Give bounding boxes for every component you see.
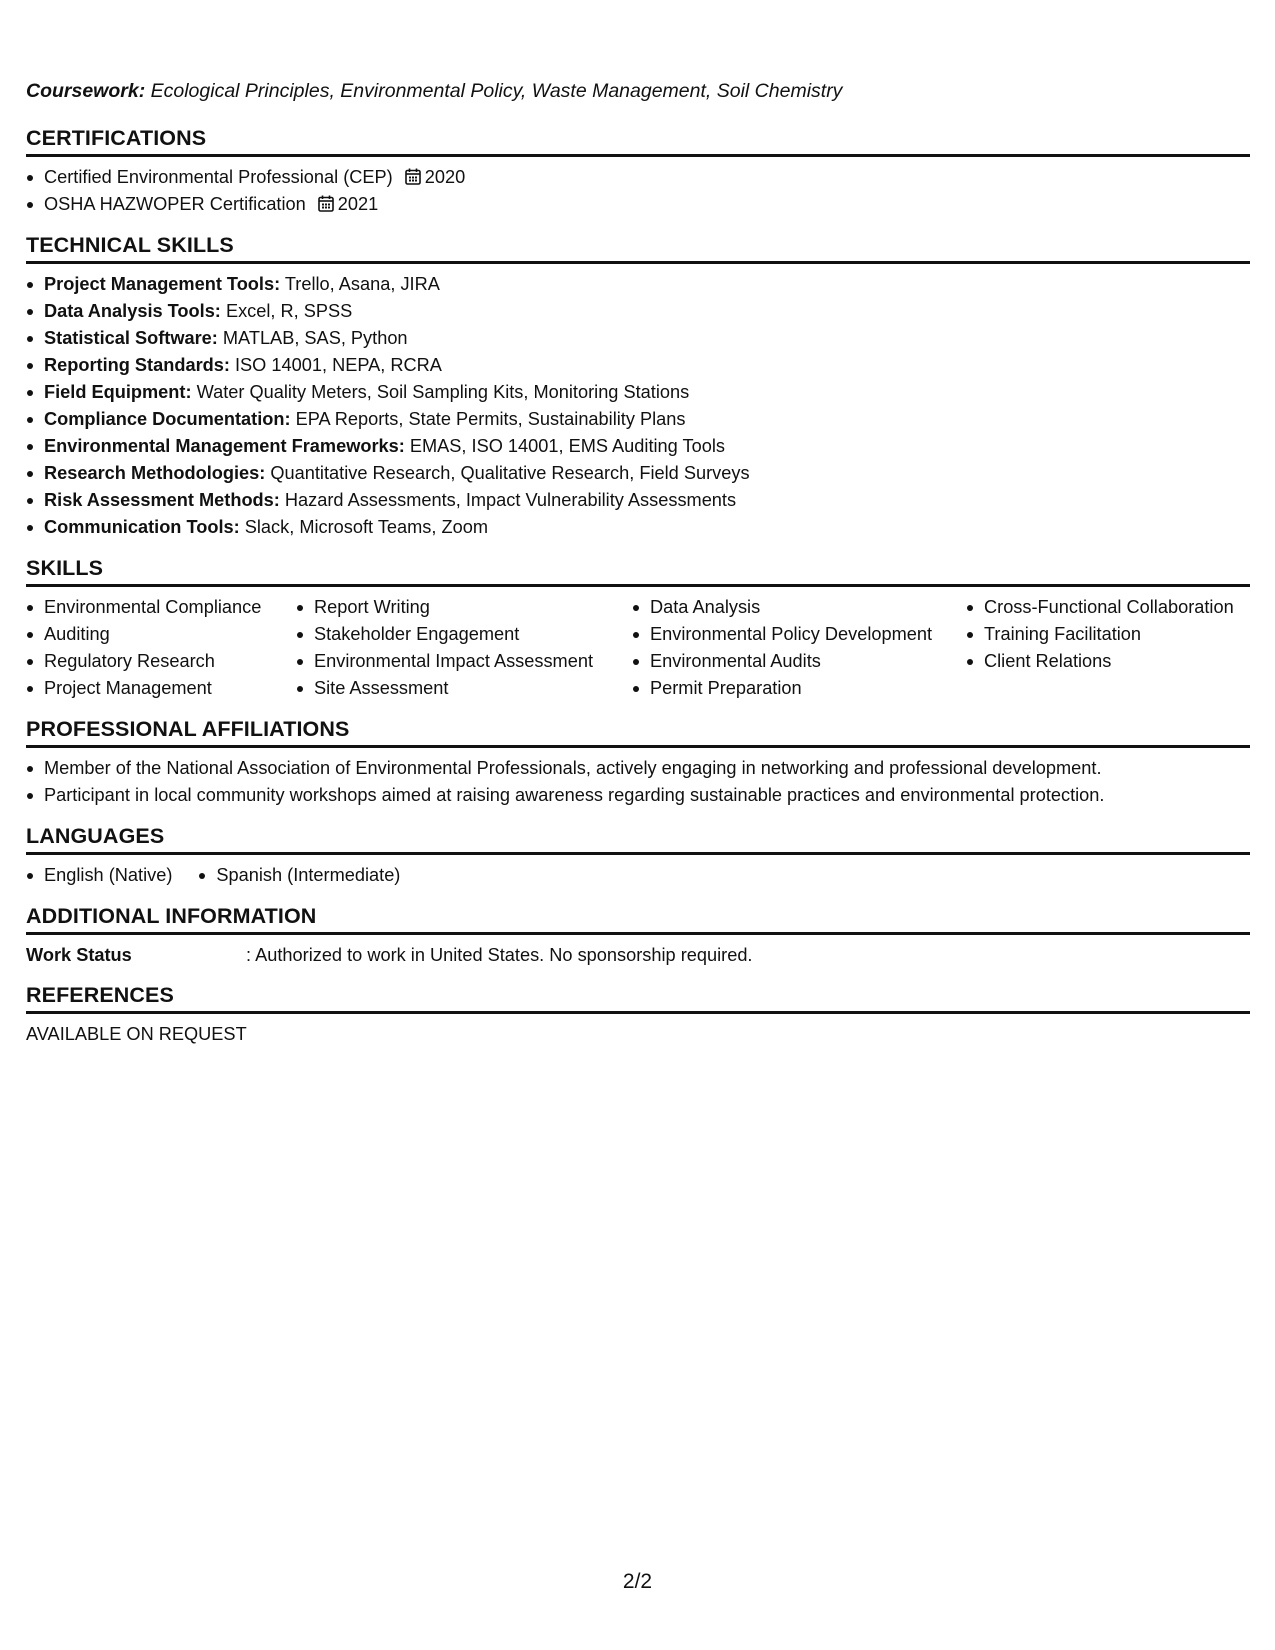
skill-values: Water Quality Meters, Soil Sampling Kits, Monitoring Stations bbox=[196, 382, 690, 402]
section-title: PROFESSIONAL AFFILIATIONS bbox=[26, 716, 1250, 748]
list-item: Report Writing bbox=[296, 594, 632, 621]
list-item bbox=[26, 271, 1250, 298]
skill-category: Communication Tools: bbox=[44, 517, 240, 537]
list-item bbox=[26, 164, 1250, 191]
references-section bbox=[26, 982, 1250, 1047]
list-item bbox=[26, 487, 1250, 514]
list-item bbox=[26, 514, 1250, 541]
list-item bbox=[26, 406, 1250, 433]
list-item bbox=[26, 352, 1250, 379]
skills-column bbox=[632, 594, 966, 702]
skill-category: Reporting Standards: bbox=[44, 355, 230, 375]
technical-skills-list bbox=[26, 271, 1250, 541]
section-title: ADDITIONAL INFORMATION bbox=[26, 903, 1250, 935]
skill-values: Slack, Microsoft Teams, Zoom bbox=[244, 517, 488, 537]
skill-category: Statistical Software: bbox=[44, 328, 218, 348]
certification-name: OSHA HAZWOPER Certification bbox=[44, 194, 306, 214]
list-item bbox=[26, 433, 1250, 460]
section-title: LANGUAGES bbox=[26, 823, 1250, 855]
list-item: Environmental Policy Development bbox=[632, 621, 966, 648]
coursework-text: Ecological Principles, Environmental Policy, Waste Management, Soil Chemistry bbox=[150, 80, 843, 102]
skill-category: Compliance Documentation: bbox=[44, 409, 291, 429]
list-item: Permit Preparation bbox=[632, 675, 966, 702]
info-row bbox=[26, 942, 1250, 968]
technical-skills-section bbox=[26, 232, 1250, 541]
certifications-list bbox=[26, 164, 1250, 218]
skill-category: Data Analysis Tools: bbox=[44, 301, 221, 321]
skills-grid bbox=[26, 594, 1250, 702]
certifications-section bbox=[26, 125, 1250, 218]
skill-values: Quantitative Research, Qualitative Research, Field Surveys bbox=[270, 463, 750, 483]
list-item: Stakeholder Engagement bbox=[296, 621, 632, 648]
list-item: Project Management bbox=[26, 675, 296, 702]
calendar-icon bbox=[405, 168, 421, 185]
skill-values: Trello, Asana, JIRA bbox=[284, 274, 440, 294]
list-item bbox=[26, 325, 1250, 352]
references-text: AVAILABLE ON REQUEST bbox=[26, 1024, 247, 1044]
skill-values: MATLAB, SAS, Python bbox=[222, 328, 408, 348]
list-item: Regulatory Research bbox=[26, 648, 296, 675]
skill-values: EPA Reports, State Permits, Sustainability Plans bbox=[295, 409, 686, 429]
list-item: Member of the National Association of Environmental Professionals, actively engaging in networking and professional development. bbox=[26, 755, 1250, 782]
list-item bbox=[26, 460, 1250, 487]
affiliations-list bbox=[26, 755, 1250, 809]
certification-year: 2020 bbox=[424, 167, 466, 187]
skill-category: Environmental Management Frameworks: bbox=[44, 436, 405, 456]
page-number: 2/2 bbox=[622, 1570, 653, 1593]
affiliations-section bbox=[26, 716, 1250, 809]
coursework-line bbox=[26, 78, 1250, 104]
calendar-icon bbox=[318, 195, 334, 212]
skill-category: Research Methodologies: bbox=[44, 463, 266, 483]
skill-category: Project Management Tools: bbox=[44, 274, 281, 294]
list-item: Environmental Audits bbox=[632, 648, 966, 675]
section-title: SKILLS bbox=[26, 555, 1250, 587]
list-item: Auditing bbox=[26, 621, 296, 648]
skill-values: ISO 14001, NEPA, RCRA bbox=[235, 355, 442, 375]
list-item: Participant in local community workshops aimed at raising awareness regarding sustainable practices and environmental protection. bbox=[26, 782, 1250, 809]
list-item: Site Assessment bbox=[296, 675, 632, 702]
skill-values: EMAS, ISO 14001, EMS Auditing Tools bbox=[409, 436, 725, 456]
certification-name: Certified Environmental Professional (CEP) bbox=[44, 167, 393, 187]
list-item: Training Facilitation bbox=[966, 621, 1250, 648]
list-item: English (Native) bbox=[26, 862, 172, 889]
skills-section bbox=[26, 555, 1250, 702]
list-item: Environmental Impact Assessment bbox=[296, 648, 632, 675]
skill-category: Risk Assessment Methods: bbox=[44, 490, 280, 510]
section-title: CERTIFICATIONS bbox=[26, 125, 1250, 157]
skills-column bbox=[296, 594, 632, 702]
languages-section bbox=[26, 823, 1250, 889]
list-item bbox=[26, 298, 1250, 325]
skills-column bbox=[26, 594, 296, 702]
info-key: Work Status bbox=[26, 945, 132, 965]
list-item: Data Analysis bbox=[632, 594, 966, 621]
list-item: Environmental Compliance bbox=[26, 594, 296, 621]
list-item: Cross-Functional Collaboration bbox=[966, 594, 1250, 621]
list-item: Spanish (Intermediate) bbox=[198, 862, 400, 889]
skill-category: Field Equipment: bbox=[44, 382, 192, 402]
section-title: TECHNICAL SKILLS bbox=[26, 232, 1250, 264]
languages-list bbox=[26, 862, 1250, 889]
resume-page bbox=[26, 78, 1250, 1061]
list-item: Client Relations bbox=[966, 648, 1250, 675]
section-title: REFERENCES bbox=[26, 982, 1250, 1014]
list-item bbox=[26, 379, 1250, 406]
skills-column bbox=[966, 594, 1250, 702]
additional-info-section bbox=[26, 903, 1250, 968]
skill-values: Excel, R, SPSS bbox=[225, 301, 353, 321]
list-item bbox=[26, 191, 1250, 218]
coursework-label: Coursework: bbox=[26, 80, 146, 102]
skill-values: Hazard Assessments, Impact Vulnerability Assessments bbox=[284, 490, 737, 510]
info-value: : Authorized to work in United States. No sponsorship required. bbox=[246, 945, 753, 965]
certification-year: 2021 bbox=[337, 194, 379, 214]
